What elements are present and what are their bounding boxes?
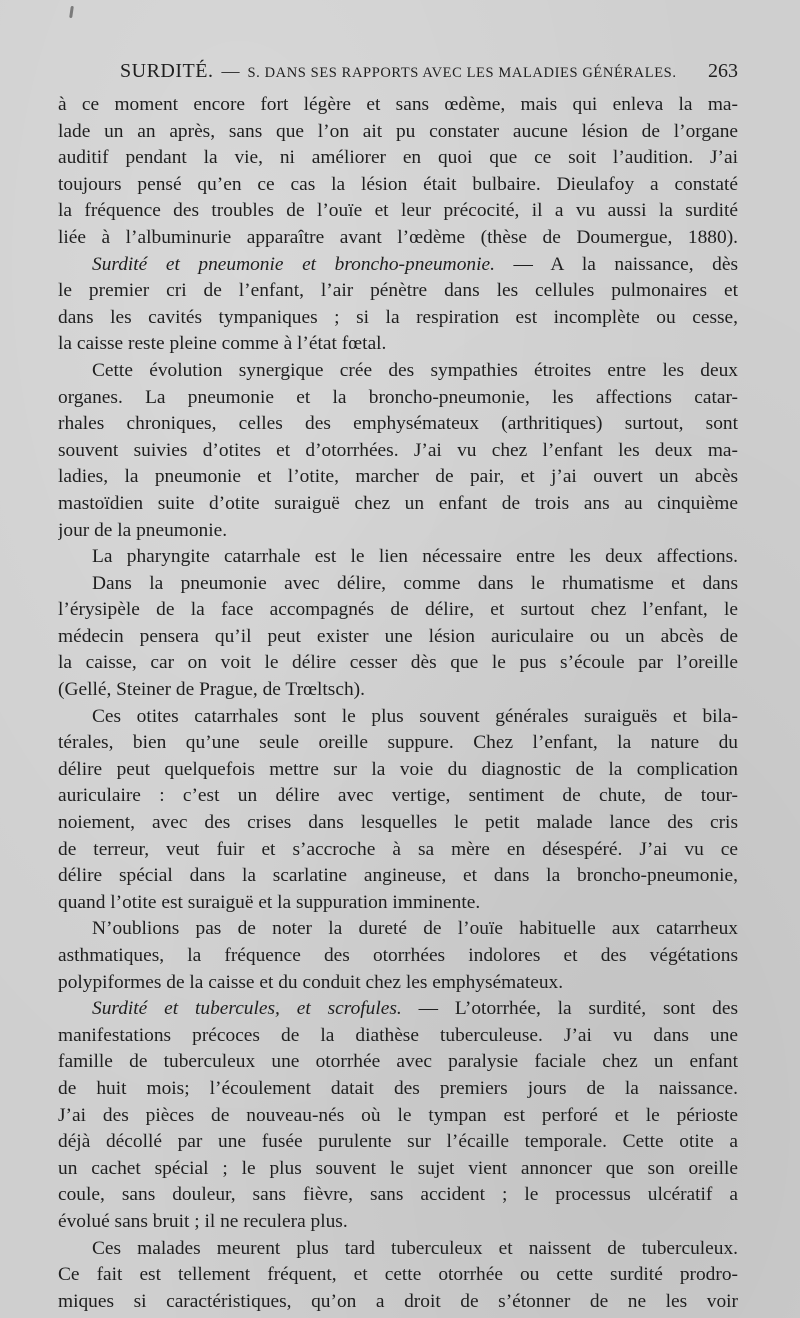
text-line: ladies, la pneumonie et l’otite, marcher de pair, et j’ai ouvert un abcès [58, 466, 738, 488]
text-line: délire spécial dans la scarlatine angineuse, et dans la broncho-pneumonie, [58, 865, 738, 887]
text-line: à ce moment encore fort légère et sans œdème, mais qui enleva la ma- [58, 94, 738, 115]
text-line: délire peut quelquefois mettre sur la voie du diagnostic de la complication [58, 758, 738, 780]
text-line: noiement, avec des crises dans lesquelles le petit malade lance des cris [58, 812, 738, 834]
text-line: dans les cavités tympaniques ; si la respiration est incomplète ou cesse, [58, 306, 738, 328]
text-line: Ce fait est tellement fréquent, et cette otorrhée ou cette surdité prodro- [58, 1264, 738, 1286]
text-line: Ces malades meurent plus tard tuberculeux et naissent de tuberculeux. [92, 1237, 738, 1259]
header-subtitle: S. DANS SES RAPPORTS AVEC LES MALADIES GÉNÉRALES. [247, 65, 677, 81]
text-line: jour de la pneumonie. [58, 519, 228, 541]
text-line: Cette évolution synergique crée des sympathies étroites entre les deux [92, 359, 738, 381]
text-line: la caisse, car on voit le délire cesser dès que le pus s’écoule par l’oreille [58, 652, 738, 674]
text-line: évolué sans bruit ; il ne reculera plus. [58, 1210, 348, 1232]
running-header [120, 60, 738, 88]
text-line: l’érysipèle de la face accompagnés de délire, et surtout chez l’enfant, le [58, 599, 738, 621]
text-line: déjà décollé par une fusée purulente sur l’écaille temporale. Cette otite a [58, 1131, 738, 1153]
text-line: Ces otites catarrhales sont le plus souvent générales suraiguës et bila- [92, 705, 738, 727]
text-line: manifestations précoces de la diathèse tuberculeuse. J’ai vu dans une [58, 1024, 738, 1046]
text-line: asthmatiques, la fréquence des otorrhées indolores et des végétations [58, 945, 738, 966]
text-line: le premier cri de l’enfant, l’air pénètre dans les cellules pulmonaires et [58, 280, 738, 302]
text-line: de huit mois; l’écoulement datait des premiers jours de la naissance. [58, 1077, 738, 1099]
text-line: coule, sans douleur, sans fièvre, sans accident ; le processus ulcératif a [58, 1184, 738, 1206]
text-line: La pharyngite catarrhale est le lien nécessaire entre les deux affections. [92, 546, 738, 568]
text-line: miques si caractéristiques, qu’on a droit de s’étonner de ne les voir [58, 1290, 738, 1312]
text-line: Dans la pneumonie avec délire, comme dans le rhumatisme et dans [92, 572, 738, 594]
text-line: mastoïdien suite d’otite suraiguë chez un enfant de trois ans au cinquième [58, 492, 738, 514]
section-heading-line: Surdité et tubercules, et scrofules. — L’otorrhée, la surdité, sont des [92, 998, 738, 1020]
text-line: J’ai des pièces de nouveau-nés où le tympan est perforé et le périoste [58, 1104, 738, 1126]
section-heading: Surdité et tubercules, et scrofules. [92, 998, 402, 1020]
ink-speck [69, 6, 74, 18]
text-line: polypiformes de la caisse et du conduit chez les emphysémateux. [58, 971, 564, 993]
section-heading-line: Surdité et pneumonie et broncho-pneumonie. — A la naissance, dès [92, 253, 738, 275]
text-line: souvent suivies d’otites et d’otorrhées. J’ai vu chez l’enfant les deux ma- [58, 439, 738, 461]
text-line: auriculaire : c’est un délire avec vertige, sentiment de chute, de tour- [58, 785, 738, 807]
text-line: la caisse reste pleine comme à l’état fœtal. [58, 333, 387, 355]
text-line: lade un an après, sans que l’on ait pu constater aucune lésion de l’organe [58, 120, 738, 142]
body-text [58, 92, 738, 1315]
section-heading: Surdité et pneumonie et broncho-pneumonie. [92, 253, 495, 275]
header-title: SURDITÉ. [120, 60, 214, 82]
text-line: térales, bien qu’une seule oreille suppure. Chez l’enfant, la nature du [58, 732, 738, 754]
text-line: auditif pendant la vie, ni améliorer en quoi que ce soit l’audition. J’ai [58, 147, 738, 169]
text-line: (Gellé, Steiner de Prague, de Trœltsch). [58, 679, 365, 701]
text-line: organes. La pneumonie et la broncho-pneumonie, les affections catar- [58, 386, 738, 408]
text-line: famille de tuberculeux une otorrhée avec paralysie faciale chez un enfant [58, 1051, 738, 1073]
text-line: la fréquence des troubles de l’ouïe et leur précocité, il a vu aussi la surdité [58, 200, 738, 222]
text-line: toujours pensé qu’en ce cas la lésion était bulbaire. Dieulafoy a constaté [58, 173, 738, 195]
text-line: quand l’otite est suraiguë et la suppuration imminente. [58, 891, 481, 913]
text-line: un cachet spécial ; le plus souvent le sujet vient annoncer que son oreille [58, 1157, 738, 1179]
page-number: 263 [708, 60, 738, 82]
text-line: rhales chroniques, celles des emphysémateux (arthritiques) surtout, sont [58, 413, 738, 435]
text-line: liée à l’albuminurie apparaître avant l’œdème (thèse de Doumergue, 1880). [58, 226, 738, 248]
header-separator: — [221, 61, 240, 81]
text-line: médecin pensera qu’il peut exister une lésion auriculaire ou un abcès de [58, 625, 738, 647]
text-line: de terreur, veut fuir et s’accroche à sa mère en désespéré. J’ai vu ce [58, 838, 738, 860]
text-line: N’oublions pas de noter la dureté de l’ouïe habituelle aux catarrheux [92, 918, 738, 940]
